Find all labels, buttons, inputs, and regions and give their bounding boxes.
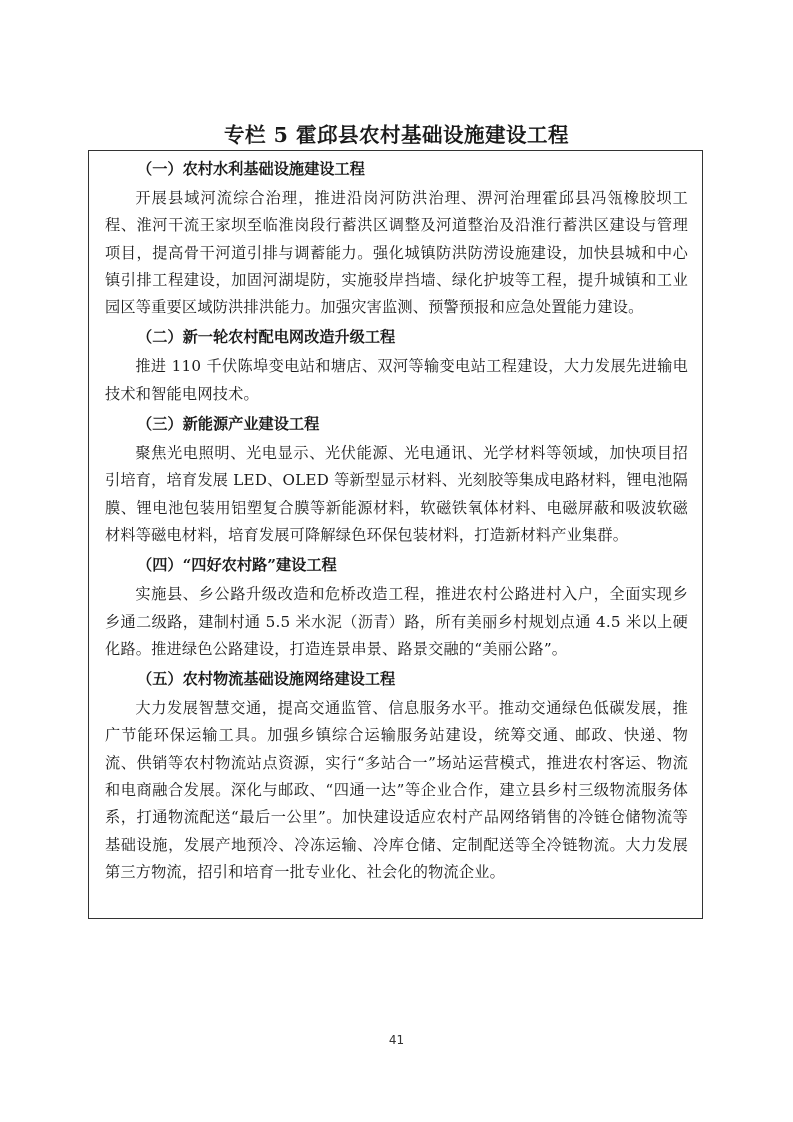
section-new-energy	[105, 408, 688, 549]
section-body: 推进 110 千伏陈埠变电站和塘店、双河等输变电站工程建设，大力发展先进输电技术和智能电网技术。	[105, 357, 688, 403]
column-box	[88, 150, 703, 919]
section-power-grid	[105, 321, 688, 408]
section-heading: （二）新一轮农村配电网改造升级工程	[137, 328, 396, 347]
section-heading: （五）农村物流基础设施网络建设工程	[137, 670, 396, 689]
section-water	[105, 153, 688, 321]
section-body: 开展县域河流综合治理，推进沿岗河防洪治理、淠河治理霍邱县冯瓴橡胶坝工程、淮河干流王家坝至临淮岗段行蓄洪区调整及河道整治及沿淮行蓄洪区建设与管理项目，提高骨干河道引排与调蓄能力。强化城镇防洪防涝设施建设，加快县城和中心镇引排工程建设，加固河湖堤防，实施驳岸挡墙、绿化护坡等工程，提升城镇和工业园区等重要区域防洪排洪能力。加强灾害监测、预警预报和应急处置能力建设。	[105, 189, 688, 317]
page-number: 41	[388, 1033, 405, 1047]
section-body: 实施县、乡公路升级改造和危桥改造工程，推进农村公路进村入户，全面实现乡乡通二级路，建制村通 5.5 米水泥（沥青）路，所有美丽乡村规划点通 4.5 米以上硬化路。推进绿色公路建设，打造连景串景、路景交融的“美丽公路”。	[105, 585, 688, 658]
section-heading: （四）“四好农村路”建设工程	[137, 556, 337, 575]
section-heading: （三）新能源产业建设工程	[137, 415, 320, 434]
section-heading: （一）农村水利基础设施建设工程	[137, 160, 365, 178]
section-body: 大力发展智慧交通，提高交通监管、信息服务水平。推动交通绿色低碳发展，推广节能环保运输工具。加强乡镇综合运输服务站建设，统筹交通、邮政、快递、物流、供销等农村物流站点资源，实行“多站合一”场站运营模式，推进农村客运、物流和电商融合发展。深化与邮政、“四通一达”等企业合作，建立县乡村三级物流服务体系，打通物流配送“最后一公里”。加快建设适应农村产品网络销售的冷链仓储物流等基础设施，发展产地预冷、冷冻运输、冷库仓储、定制配送等全冷链物流。大力发展第三方物流，招引和培育一批专业化、社会化的物流企业。	[105, 699, 688, 881]
section-logistics	[105, 663, 688, 886]
section-body: 聚焦光电照明、光电显示、光伏能源、光电通讯、光学材料等领域，加快项目招引培育，培育发展 LED、OLED 等新型显示材料、光刻胶等集成电路材料，锂电池隔膜、锂电池包装用铝塑复合膜等新能源材料，软磁铁氧体材料、电磁屏蔽和吸波软磁材料等磁电材料，培育发展可降解绿色环保包装材料，打造新材料产业集群。	[105, 444, 689, 544]
page-title: 专栏 5 霍邱县农村基础设施建设工程	[223, 123, 570, 147]
section-rural-roads	[105, 549, 688, 663]
